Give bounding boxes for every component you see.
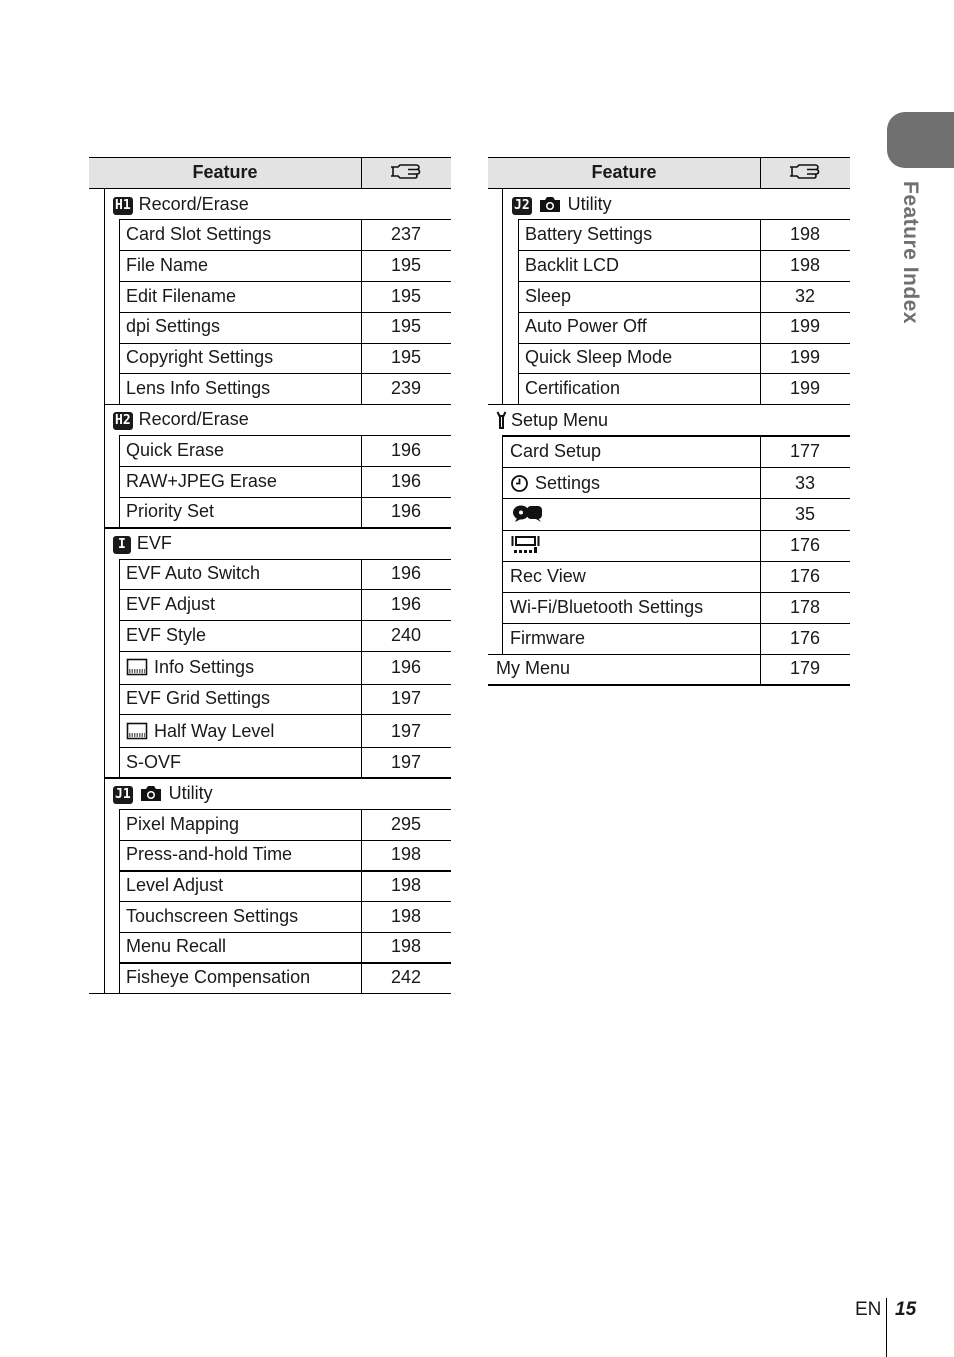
table-row-label: Menu Recall bbox=[126, 936, 227, 956]
table-row-label: S-OVF bbox=[126, 752, 182, 772]
chapter-tab-label: Feature Index bbox=[899, 181, 922, 325]
table-row-page: 197 bbox=[390, 721, 422, 741]
table-row-label: Priority Set bbox=[126, 501, 215, 521]
table-row-label: Sleep bbox=[525, 286, 572, 306]
table-row-label: Quick Erase bbox=[126, 440, 225, 460]
table-row-page: 295 bbox=[390, 814, 422, 834]
group-title-utility-1: J1 Utility bbox=[113, 782, 213, 805]
table-row-label: EVF Style bbox=[126, 625, 207, 645]
table-row-page: 33 bbox=[794, 473, 816, 493]
table-row-label: EVF Auto Switch bbox=[126, 563, 261, 583]
table-row-page: 199 bbox=[789, 316, 821, 336]
table-row-label-with-icon: Info Settings bbox=[126, 656, 254, 679]
footer-language: EN bbox=[855, 1299, 882, 1320]
table-row-label: Auto Power Off bbox=[525, 316, 647, 336]
table-row-page: 196 bbox=[390, 501, 422, 521]
table-row-label: Certification bbox=[525, 378, 621, 398]
monitor-adjust-icon bbox=[511, 535, 541, 560]
table-row-page: 198 bbox=[390, 844, 422, 864]
menu-h1-icon: H1 bbox=[115, 198, 131, 213]
table-row-page: 198 bbox=[390, 936, 422, 956]
table-row-page: 195 bbox=[390, 347, 422, 367]
table-row-label: My Menu bbox=[496, 658, 571, 678]
table-row-label: Fisheye Compensation bbox=[126, 967, 311, 987]
table-row-page: 199 bbox=[789, 378, 821, 398]
table-row-label: Copyright Settings bbox=[126, 347, 274, 367]
group-title-utility-2: J2 Utility bbox=[512, 193, 612, 216]
wrench-icon bbox=[496, 410, 511, 432]
table-row-page: 242 bbox=[390, 967, 422, 987]
table-row-page: 178 bbox=[789, 597, 821, 617]
table-row-page: 195 bbox=[390, 286, 422, 306]
table-row-page: 176 bbox=[789, 535, 821, 555]
table-row-label: EVF Grid Settings bbox=[126, 688, 271, 708]
page-reference-icon bbox=[789, 163, 821, 185]
table-row-page: 196 bbox=[390, 657, 422, 677]
table-row-label: EVF Adjust bbox=[126, 594, 216, 614]
camera-icon bbox=[538, 194, 568, 216]
table-row-page: 177 bbox=[789, 441, 821, 461]
table-row-label: Card Setup bbox=[510, 441, 602, 461]
left-header-feature: Feature bbox=[192, 162, 258, 182]
table-row-label: Edit Filename bbox=[126, 286, 237, 306]
monitor-icon bbox=[126, 721, 154, 743]
page-reference-icon bbox=[390, 163, 422, 185]
table-row-page: 195 bbox=[390, 255, 422, 275]
group-title-evf: I EVF bbox=[113, 532, 172, 554]
table-row-page: 199 bbox=[789, 347, 821, 367]
table-row-label: Firmware bbox=[510, 628, 585, 648]
table-row-page: 196 bbox=[390, 563, 422, 583]
table-row-page: 196 bbox=[390, 471, 422, 491]
table-row-page: 179 bbox=[789, 658, 821, 678]
table-row-page: 198 bbox=[390, 875, 422, 895]
table-row-label-with-icon: Settings bbox=[510, 472, 600, 495]
table-row-label: File Name bbox=[126, 255, 209, 275]
table-row-page: 176 bbox=[789, 566, 821, 586]
table-row-label: Level Adjust bbox=[126, 875, 224, 895]
table-row-page: 35 bbox=[794, 504, 816, 524]
table-row-page: 32 bbox=[794, 286, 816, 306]
language-icon bbox=[512, 504, 544, 528]
footer-separator bbox=[886, 1298, 887, 1357]
group-title-record-erase-2: H2 Record/Erase bbox=[115, 409, 249, 429]
table-row-label-with-icon: Half Way Level bbox=[126, 720, 274, 743]
table-row-label: Pixel Mapping bbox=[126, 814, 240, 834]
table-row-page: 197 bbox=[390, 688, 422, 708]
table-row-page: 197 bbox=[390, 752, 422, 772]
table-row-label: Backlit LCD bbox=[525, 255, 620, 275]
menu-j2-icon: J2 bbox=[514, 198, 530, 213]
monitor-icon bbox=[126, 657, 154, 679]
table-row-label: Lens Info Settings bbox=[126, 378, 271, 398]
chapter-tab bbox=[887, 112, 954, 168]
table-row-page: 176 bbox=[789, 628, 821, 648]
clock-icon bbox=[510, 473, 535, 495]
table-row-label: RAW+JPEG Erase bbox=[126, 471, 277, 491]
menu-i-icon: I bbox=[113, 536, 131, 554]
table-row-label: Press-and-hold Time bbox=[126, 844, 293, 864]
right-header-feature: Feature bbox=[591, 162, 657, 182]
table-row-label: Quick Sleep Mode bbox=[525, 347, 673, 367]
page-number: 15 bbox=[895, 1299, 917, 1320]
menu-j1-icon: J1 bbox=[115, 787, 131, 802]
table-row-label: dpi Settings bbox=[126, 316, 221, 336]
table-row-page: 198 bbox=[390, 906, 422, 926]
menu-h2-icon: H2 bbox=[115, 413, 131, 428]
table-row-page: 237 bbox=[390, 224, 422, 244]
table-row-label: Rec View bbox=[510, 566, 586, 586]
group-title-setup-menu: Setup Menu bbox=[496, 409, 608, 432]
table-row-page: 239 bbox=[390, 378, 422, 398]
camera-icon bbox=[139, 783, 169, 805]
table-row-page: 240 bbox=[390, 625, 422, 645]
table-row-page: 198 bbox=[789, 224, 821, 244]
table-row-page: 195 bbox=[390, 316, 422, 336]
table-row-label: Battery Settings bbox=[525, 224, 653, 244]
table-row-label: Touchscreen Settings bbox=[126, 906, 299, 926]
table-row-page: 198 bbox=[789, 255, 821, 275]
group-title-record-erase-1: H1 Record/Erase bbox=[115, 194, 249, 214]
table-row-label: Wi-Fi/Bluetooth Settings bbox=[510, 597, 704, 617]
table-row-label: Card Slot Settings bbox=[126, 224, 272, 244]
table-row-page: 196 bbox=[390, 440, 422, 460]
table-row-page: 196 bbox=[390, 594, 422, 614]
